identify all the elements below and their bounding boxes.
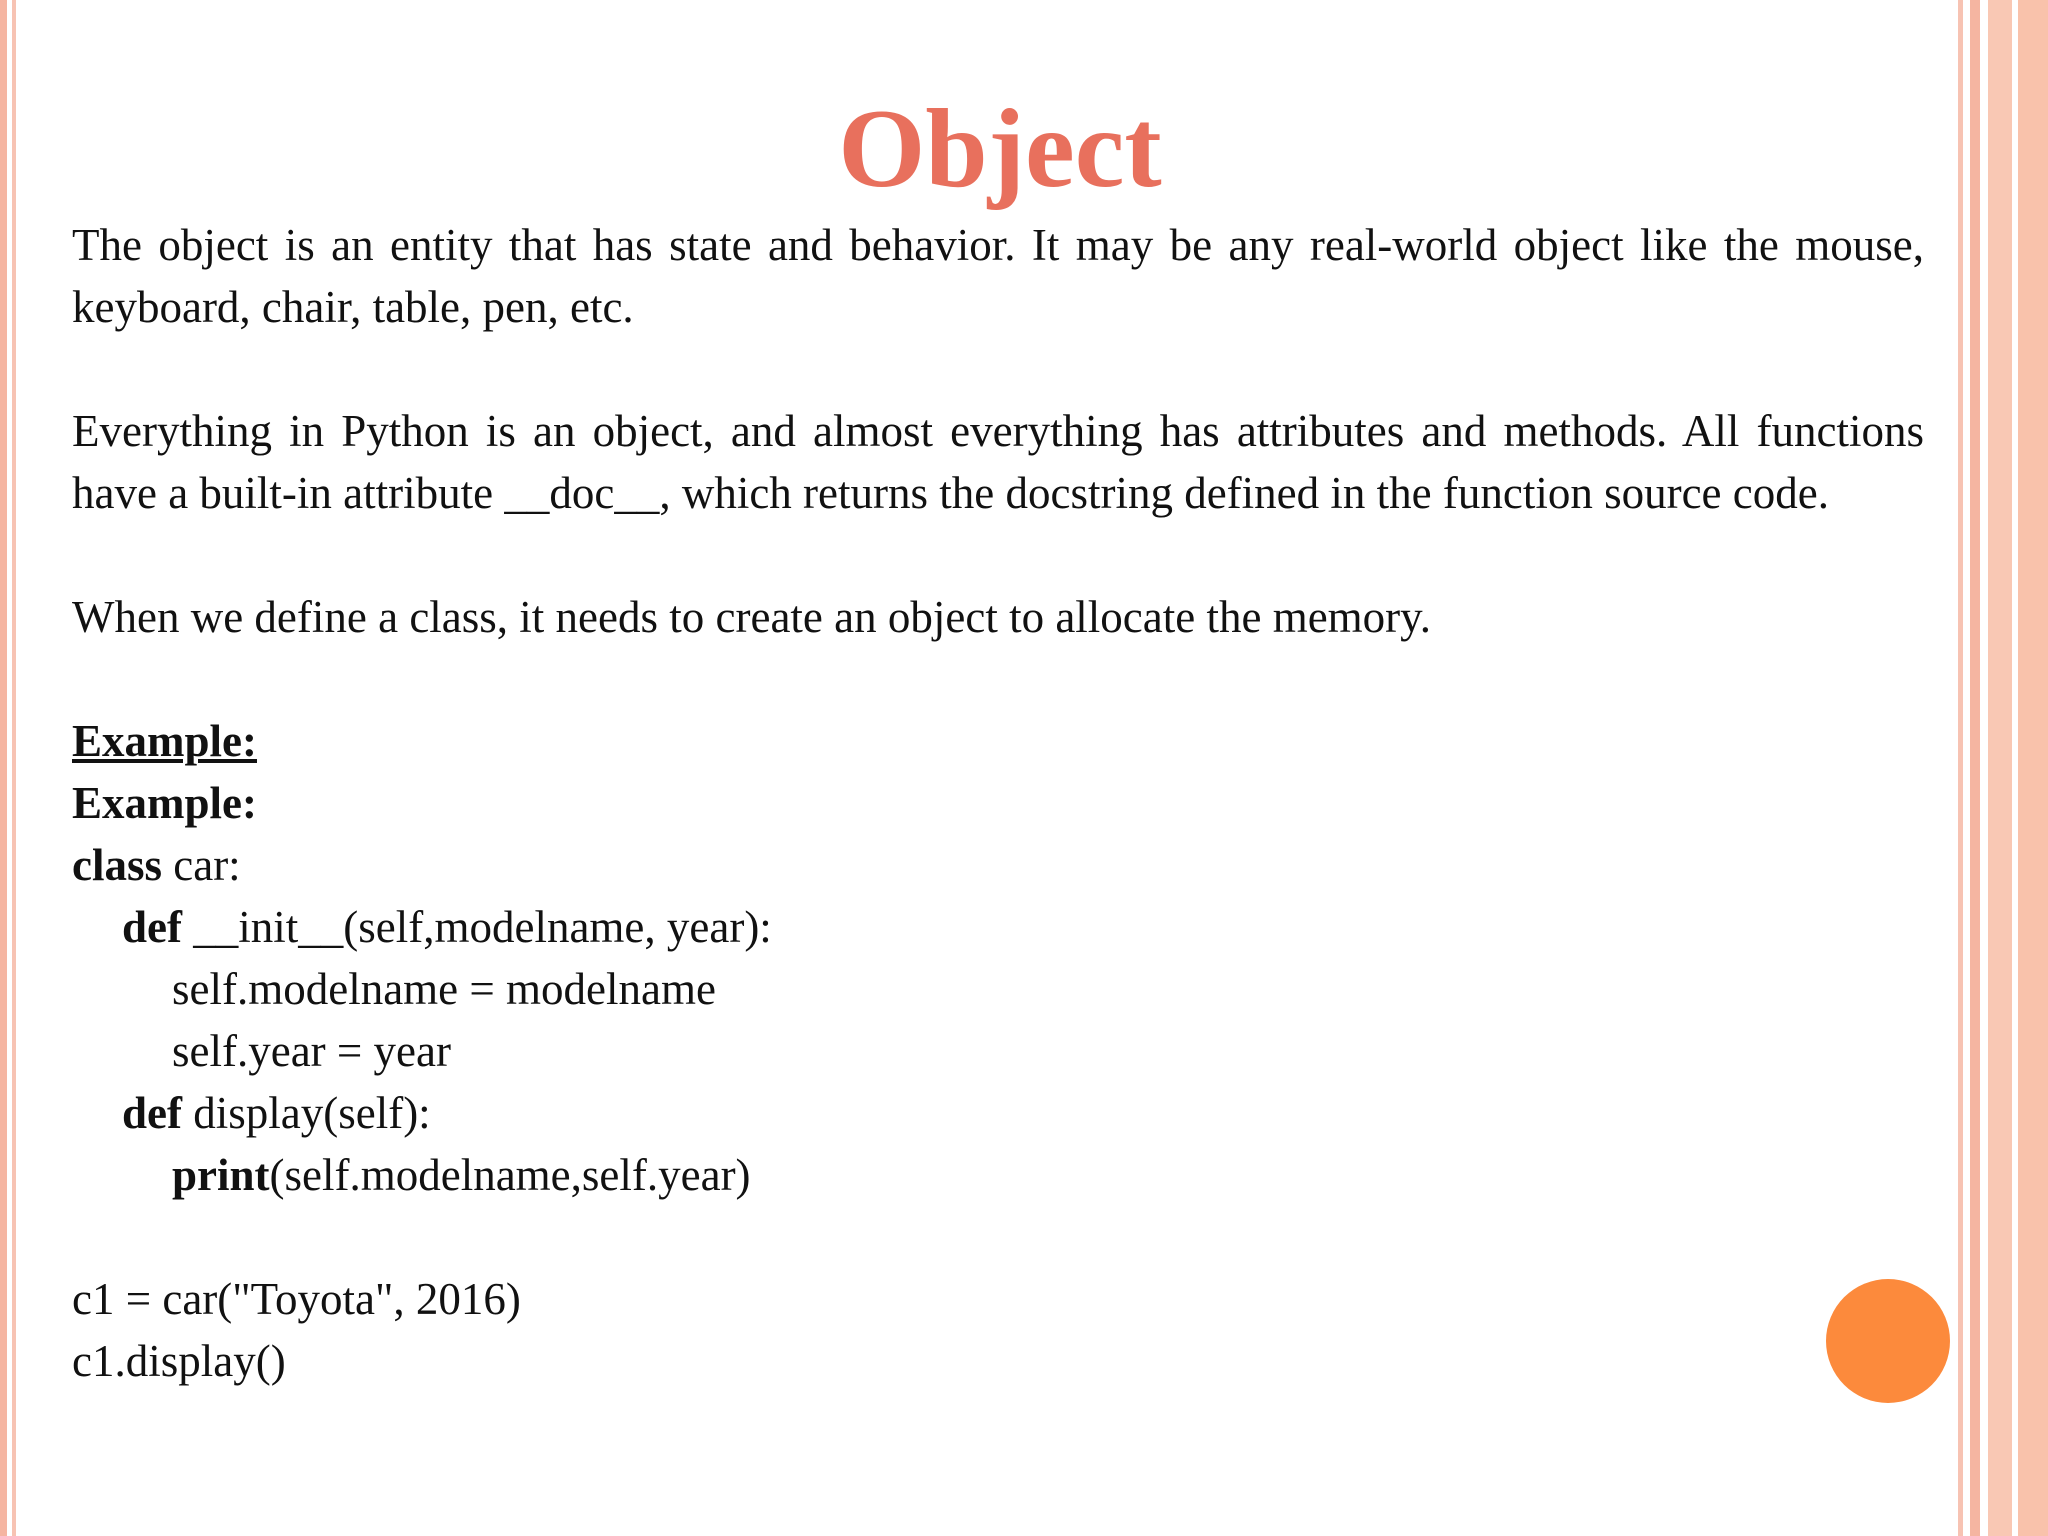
code-line-print bbox=[72, 1144, 1924, 1206]
code-block bbox=[72, 834, 1924, 1392]
code-line-call-display: c1.display() bbox=[72, 1336, 286, 1386]
paragraph-object-definition: The object is an entity that has state and behavior. It may be any real-world object like the mouse, keyboard, chair, table, pen, etc. bbox=[72, 220, 1924, 332]
code-line-class bbox=[72, 834, 1924, 896]
code-line-display bbox=[72, 1082, 1924, 1144]
code-line-modelname: self.modelname = modelname bbox=[172, 964, 716, 1014]
accent-circle bbox=[1826, 1279, 1950, 1403]
code-line-year: self.year = year bbox=[172, 1026, 451, 1076]
code-line-instantiate: c1 = car("Toyota", 2016) bbox=[72, 1274, 521, 1324]
left-border-inner bbox=[12, 0, 16, 1536]
paragraph-class-memory: When we define a class, it needs to create an object to allocate the memory. bbox=[72, 592, 1431, 642]
code-text: car: bbox=[162, 840, 241, 890]
code-line-init bbox=[72, 896, 1924, 958]
slide-title: Object bbox=[838, 87, 1162, 211]
code-text: display(self): bbox=[182, 1088, 431, 1138]
keyword-class: class bbox=[72, 840, 162, 890]
example-heading: Example: bbox=[72, 778, 257, 828]
right-border-stripe-4 bbox=[2018, 0, 2048, 1536]
slide-body bbox=[72, 214, 1924, 1392]
code-text: (self.modelname,self.year) bbox=[269, 1150, 751, 1200]
paragraph-python-objects: Everything in Python is an object, and almost everything has attributes and methods. All functions have a built-in attribute __doc__, which returns the docstring defined in the function source code. bbox=[72, 406, 1924, 518]
left-border-outer bbox=[0, 0, 7, 1536]
right-border-stripe-1 bbox=[1958, 0, 1963, 1536]
right-border-stripe-3 bbox=[1988, 0, 2012, 1536]
keyword-def: def bbox=[122, 1088, 182, 1138]
keyword-def: def bbox=[122, 902, 182, 952]
example-heading-underlined: Example: bbox=[72, 716, 257, 766]
code-text: __init__(self,modelname, year): bbox=[182, 902, 772, 952]
keyword-print: print bbox=[172, 1150, 270, 1200]
right-border-stripe-2 bbox=[1970, 0, 1980, 1536]
